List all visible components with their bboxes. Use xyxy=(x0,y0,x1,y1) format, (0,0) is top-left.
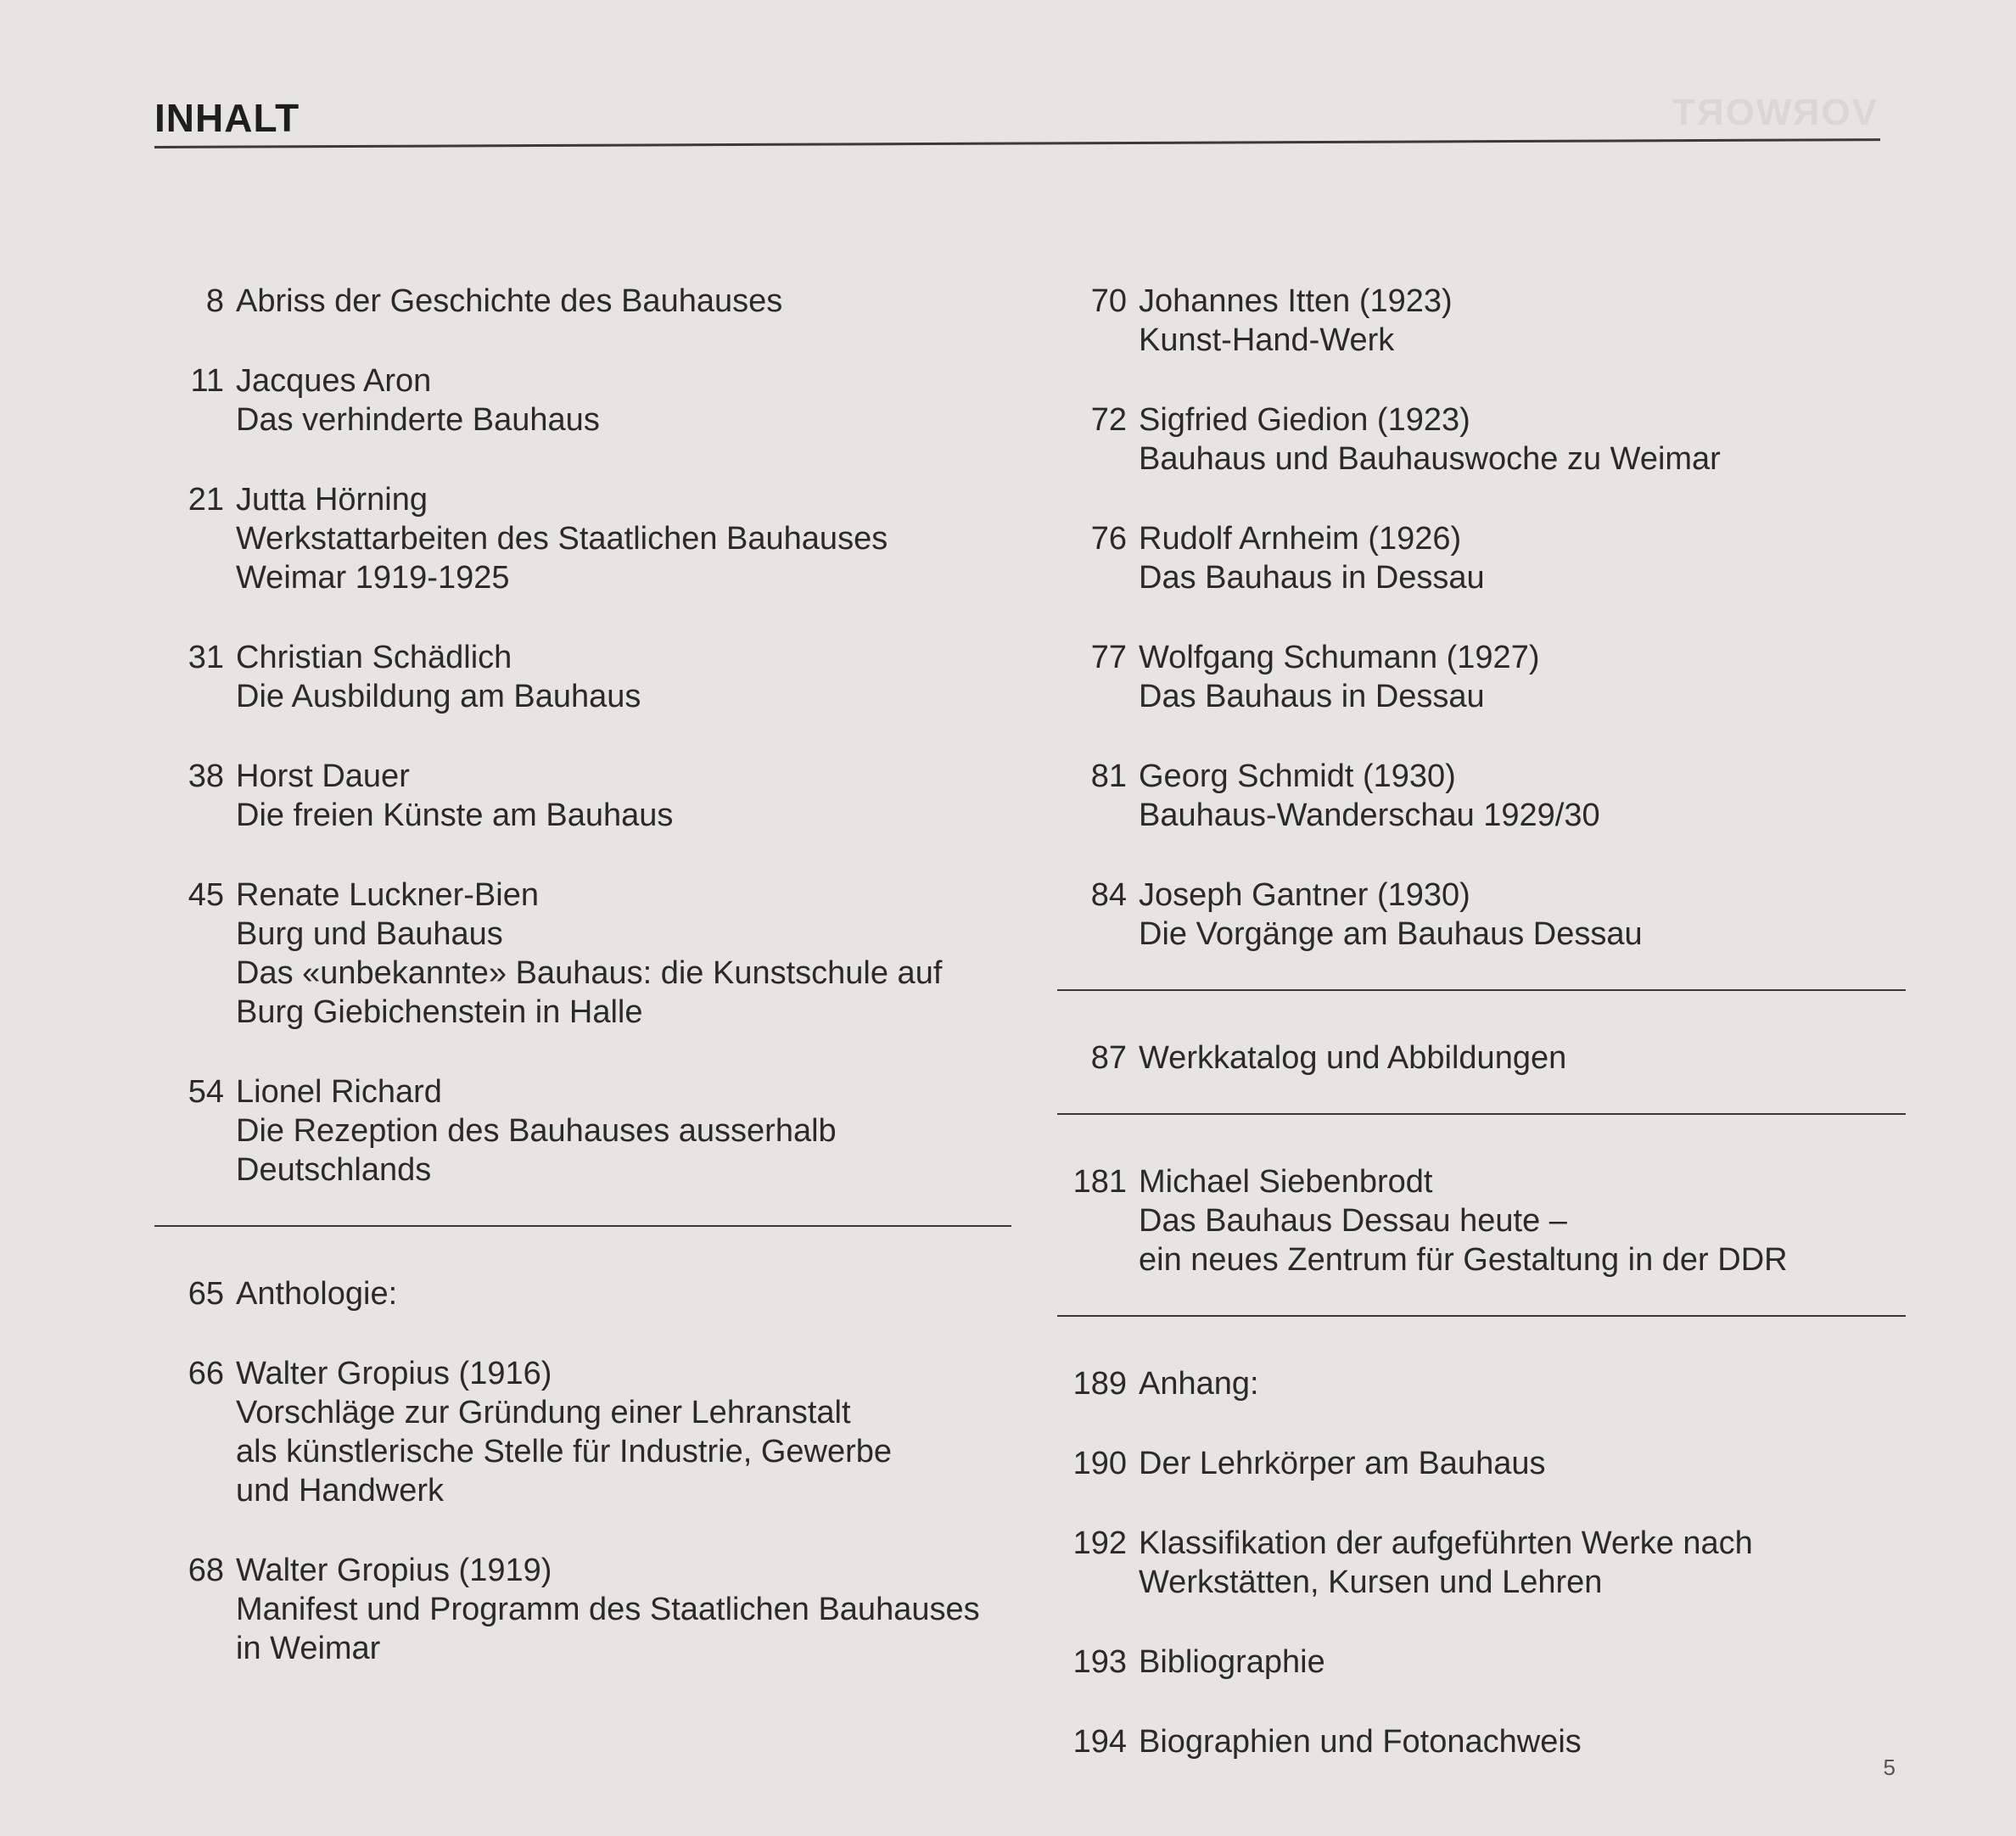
toc-entry-line: Bauhaus-Wanderschau 1929/30 xyxy=(1139,798,1600,833)
toc-entry-text xyxy=(236,638,1011,716)
toc-entry xyxy=(1057,1722,1906,1761)
toc-group xyxy=(1057,1364,1906,1761)
toc-entry-title: Walter Gropius (1919) xyxy=(236,1553,552,1588)
toc-entry-line: Kunst-Hand-Werk xyxy=(1139,322,1395,358)
toc-entry-text xyxy=(1139,1643,1906,1682)
toc-entry-title: Jacques Aron xyxy=(236,363,432,399)
toc-entry-text xyxy=(1139,1364,1906,1403)
toc-entry xyxy=(154,1551,1011,1668)
toc-entry-text xyxy=(1139,1722,1906,1761)
toc-right-column xyxy=(1057,282,1906,1802)
toc-entry-text xyxy=(1139,1524,1906,1602)
toc-entry-line: und Handwerk xyxy=(236,1473,445,1509)
show-through-title: VORWORT xyxy=(1671,92,1877,133)
toc-entry-title: Horst Dauer xyxy=(236,758,410,794)
toc-entry-text xyxy=(1139,400,1906,479)
toc-page-number: 11 xyxy=(190,363,224,399)
toc-entry-title: Sigfried Giedion (1923) xyxy=(1139,402,1470,438)
page-title: INHALT xyxy=(154,96,300,140)
toc-entry-line: Burg und Bauhaus xyxy=(236,916,503,952)
toc-entry-text xyxy=(1139,282,1906,360)
toc-page-number: 31 xyxy=(188,640,224,675)
section-divider xyxy=(1057,1113,1906,1115)
toc-entry xyxy=(154,1274,1011,1313)
toc-entry-line: Das Bauhaus in Dessau xyxy=(1139,679,1485,714)
toc-entry-line: Das «unbekannte» Bauhaus: die Kunstschule auf xyxy=(236,955,943,991)
toc-page-number: 21 xyxy=(188,482,224,518)
toc-entry-title: Lionel Richard xyxy=(236,1074,442,1110)
toc-entry-line: Die freien Künste am Bauhaus xyxy=(236,798,674,833)
toc-group xyxy=(1057,1038,1906,1078)
section-divider xyxy=(1057,1315,1906,1317)
toc-entry-title: Abriss der Geschichte des Bauhauses xyxy=(236,283,783,319)
toc-entry-line: Das verhinderte Bauhaus xyxy=(236,402,600,438)
toc-entry-title: Anhang: xyxy=(1139,1366,1259,1402)
toc-entry xyxy=(1057,282,1906,360)
toc-entry-line: Die Vorgänge am Bauhaus Dessau xyxy=(1139,916,1643,952)
section-divider xyxy=(154,1225,1011,1227)
toc-entry-text xyxy=(1139,757,1906,835)
toc-entry-text xyxy=(236,282,1011,321)
toc-entry xyxy=(1057,1524,1906,1602)
toc-entry-text xyxy=(236,1274,1011,1313)
toc-entry xyxy=(1057,1162,1906,1279)
toc-page-number: 66 xyxy=(188,1356,224,1391)
toc-entry-title: Georg Schmidt (1930) xyxy=(1139,758,1456,794)
toc-page-number: 70 xyxy=(1090,283,1127,319)
toc-entry-line: Werkstätten, Kursen und Lehren xyxy=(1139,1565,1603,1600)
toc-entry xyxy=(1057,1444,1906,1483)
toc-entry-title: Jutta Hörning xyxy=(236,482,428,518)
toc-entry-line: als künstlerische Stelle für Industrie, Gewerbe xyxy=(236,1434,893,1469)
toc-page-number: 65 xyxy=(188,1276,224,1312)
toc-page-number: 68 xyxy=(188,1553,224,1588)
toc-entry xyxy=(154,876,1011,1032)
toc-entry-line: Werkstattarbeiten des Staatlichen Bauhauses xyxy=(236,521,888,557)
toc-entry-text xyxy=(236,1551,1011,1668)
toc-entry-text xyxy=(1139,638,1906,716)
toc-entry-line: Das Bauhaus in Dessau xyxy=(1139,560,1485,596)
toc-entry-title: Biographien und Fotonachweis xyxy=(1139,1724,1582,1760)
toc-group xyxy=(1057,282,1906,954)
toc-entry-text xyxy=(1139,876,1906,954)
toc-entry xyxy=(154,1072,1011,1189)
toc-entry-title: Anthologie: xyxy=(236,1276,398,1312)
toc-page-number: 8 xyxy=(205,283,224,319)
toc-entry xyxy=(1057,1643,1906,1682)
toc-entry-text xyxy=(236,876,1011,1032)
toc-left-column xyxy=(154,282,1011,1709)
toc-entry xyxy=(154,757,1011,835)
toc-page-number: 76 xyxy=(1090,521,1127,557)
toc-entry xyxy=(1057,757,1906,835)
toc-page-number: 38 xyxy=(188,758,224,794)
toc-entry-line: Das Bauhaus Dessau heute – xyxy=(1139,1203,1567,1239)
toc-entry xyxy=(154,1354,1011,1510)
toc-page-number: 81 xyxy=(1090,758,1127,794)
toc-entry-line: Vorschläge zur Gründung einer Lehranstalt xyxy=(236,1395,851,1430)
toc-page-number: 193 xyxy=(1072,1644,1127,1680)
toc-entry-text xyxy=(236,1072,1011,1189)
toc-page-number: 72 xyxy=(1090,402,1127,438)
toc-entry-line: Weimar 1919-1925 xyxy=(236,560,510,596)
toc-entry-text xyxy=(1139,1162,1906,1279)
toc-entry-title: Christian Schädlich xyxy=(236,640,512,675)
section-divider xyxy=(1057,989,1906,991)
toc-entry-title: Werkkatalog und Abbildungen xyxy=(1139,1040,1567,1076)
toc-entry-title: Michael Siebenbrodt xyxy=(1139,1164,1433,1200)
toc-entry-title: Der Lehrkörper am Bauhaus xyxy=(1139,1446,1546,1481)
toc-page-number: 84 xyxy=(1090,877,1127,913)
toc-entry-line: Die Ausbildung am Bauhaus xyxy=(236,679,641,714)
toc-entry xyxy=(154,282,1011,321)
toc-entry-text xyxy=(236,480,1011,597)
toc-entry-line: Die Rezeption des Bauhauses ausserhalb xyxy=(236,1113,837,1149)
toc-entry-text xyxy=(236,361,1011,439)
toc-entry xyxy=(154,638,1011,716)
toc-entry-text xyxy=(1139,1444,1906,1483)
toc-page-number: 194 xyxy=(1072,1724,1127,1760)
toc-entry-line: ein neues Zentrum für Gestaltung in der DDR xyxy=(1139,1242,1788,1278)
page-number: 5 xyxy=(1883,1755,1896,1780)
toc-page-number: 45 xyxy=(188,877,224,913)
toc-entry-title: Renate Luckner-Bien xyxy=(236,877,539,913)
toc-page-number: 190 xyxy=(1072,1446,1127,1481)
toc-group xyxy=(154,1274,1011,1668)
toc-entry xyxy=(1057,1038,1906,1078)
toc-group xyxy=(1057,1162,1906,1279)
toc-entry xyxy=(1057,400,1906,479)
toc-group xyxy=(154,282,1011,1189)
toc-entry-text xyxy=(236,1354,1011,1510)
toc-entry-line: Deutschlands xyxy=(236,1152,432,1188)
toc-entry-title: Rudolf Arnheim (1926) xyxy=(1139,521,1462,557)
toc-entry-title: Walter Gropius (1916) xyxy=(236,1356,552,1391)
toc-entry-text xyxy=(1139,1038,1906,1078)
toc-entry-title: Johannes Itten (1923) xyxy=(1139,283,1453,319)
toc-entry-title: Klassifikation der aufgeführten Werke nach xyxy=(1139,1525,1753,1561)
toc-page-number: 181 xyxy=(1072,1164,1127,1200)
toc-entry-text xyxy=(236,757,1011,835)
toc-entry-text xyxy=(1139,519,1906,597)
toc-entry-title: Bibliographie xyxy=(1139,1644,1325,1680)
title-rule xyxy=(154,138,1880,148)
toc-entry-line: Manifest und Programm des Staatlichen Bauhauses xyxy=(236,1592,980,1627)
toc-entry xyxy=(154,361,1011,439)
toc-page-number: 54 xyxy=(188,1074,224,1110)
toc-entry-line: Burg Giebichenstein in Halle xyxy=(236,994,643,1030)
toc-page-number: 77 xyxy=(1090,640,1127,675)
toc-entry xyxy=(1057,519,1906,597)
toc-entry-line: in Weimar xyxy=(236,1631,381,1666)
toc-page-number: 87 xyxy=(1090,1040,1127,1076)
toc-entry-line: Bauhaus und Bauhauswoche zu Weimar xyxy=(1139,441,1721,477)
toc-entry-title: Joseph Gantner (1930) xyxy=(1139,877,1470,913)
toc-page-number: 192 xyxy=(1072,1525,1127,1561)
toc-entry xyxy=(1057,638,1906,716)
toc-entry-title: Wolfgang Schumann (1927) xyxy=(1139,640,1540,675)
toc-entry xyxy=(1057,1364,1906,1403)
toc-entry xyxy=(154,480,1011,597)
toc-entry xyxy=(1057,876,1906,954)
toc-page-number: 189 xyxy=(1072,1366,1127,1402)
